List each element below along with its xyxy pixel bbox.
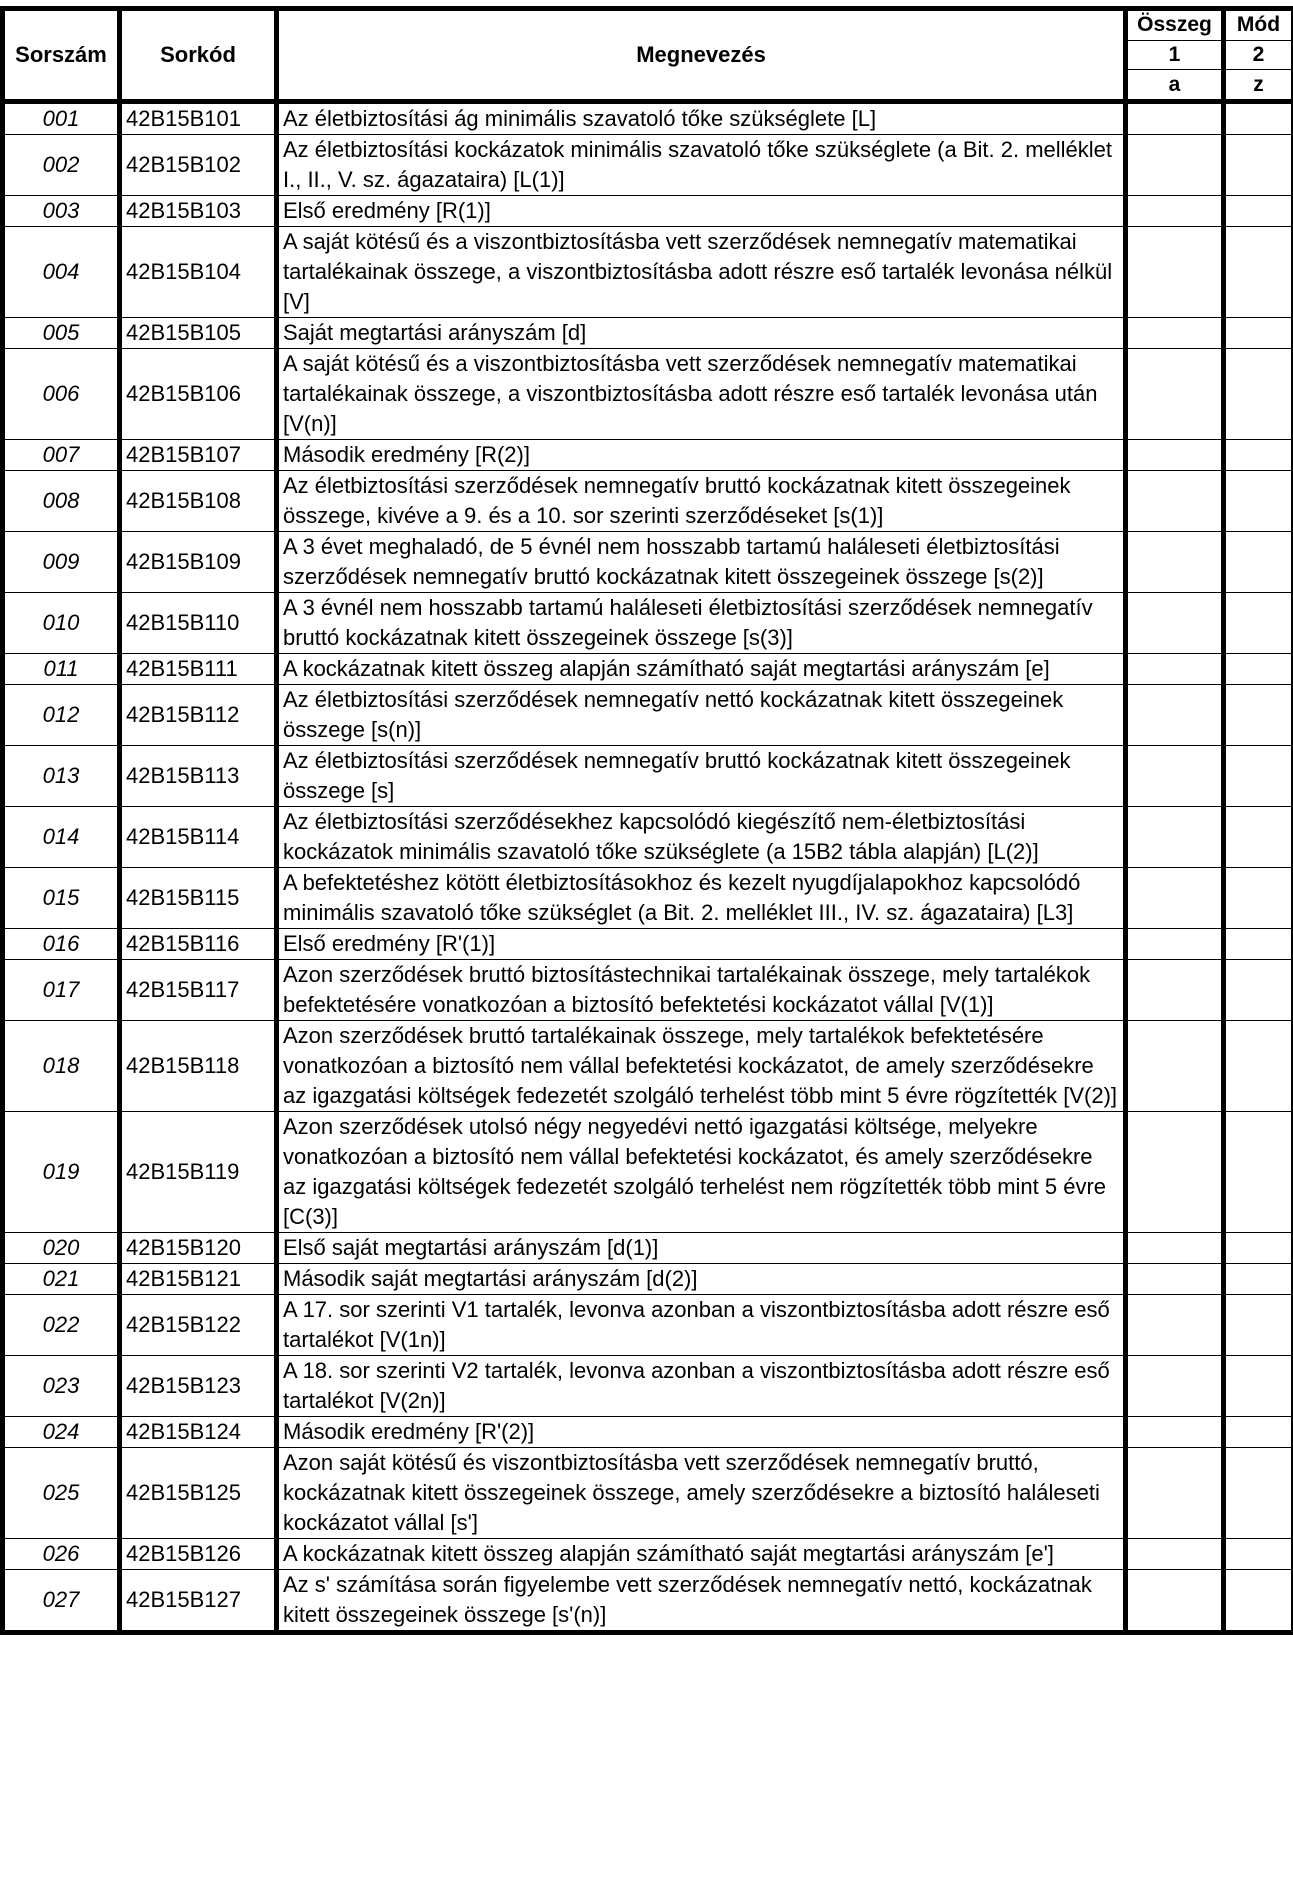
row-number: 027 [3,1570,120,1633]
row-code: 42B15B109 [120,532,277,593]
mode-cell[interactable] [1224,807,1293,868]
table-row [3,471,1293,532]
amount-cell[interactable] [1126,960,1224,1021]
row-number: 001 [3,102,120,135]
form-table-container [0,6,1291,1635]
row-number: 021 [3,1264,120,1295]
row-code: 42B15B104 [120,227,277,318]
row-code: 42B15B125 [120,1448,277,1539]
row-number: 002 [3,135,120,196]
amount-cell[interactable] [1126,1112,1224,1233]
row-code: 42B15B101 [120,102,277,135]
mode-cell[interactable] [1224,440,1293,471]
table-row [3,1356,1293,1417]
row-code: 42B15B126 [120,1539,277,1570]
row-code: 42B15B113 [120,746,277,807]
row-number: 019 [3,1112,120,1233]
amount-cell[interactable] [1126,746,1224,807]
row-number: 024 [3,1417,120,1448]
mode-cell[interactable] [1224,1448,1293,1539]
header-sorkod: Sorkód [120,9,277,102]
row-number: 011 [3,654,120,685]
amount-cell[interactable] [1126,440,1224,471]
table-row [3,1112,1293,1233]
amount-cell[interactable] [1126,318,1224,349]
amount-cell[interactable] [1126,349,1224,440]
mode-cell[interactable] [1224,227,1293,318]
mode-cell[interactable] [1224,102,1293,135]
row-description: Első eredmény [R(1)] [277,196,1126,227]
mode-cell[interactable] [1224,654,1293,685]
row-number: 012 [3,685,120,746]
mode-cell[interactable] [1224,1295,1293,1356]
row-code: 42B15B106 [120,349,277,440]
row-description: Második saját megtartási arányszám [d(2)] [277,1264,1126,1295]
row-description: A 17. sor szerinti V1 tartalék, levonva azonban a viszontbiztosításba adott részre eső tartalékot [V(1n)] [277,1295,1126,1356]
row-description: Az életbiztosítási szerződések nemnegatív bruttó kockázatnak kitett összegeinek összege, kivéve a 9. és a 10. sor szerinti szerződéseket [s(1)] [277,471,1126,532]
row-number: 026 [3,1539,120,1570]
amount-cell[interactable] [1126,1417,1224,1448]
row-number: 023 [3,1356,120,1417]
table-row [3,227,1293,318]
mode-cell[interactable] [1224,1356,1293,1417]
amount-cell[interactable] [1126,1356,1224,1417]
row-description: Az életbiztosítási ág minimális szavatoló tőke szükséglete [L] [277,102,1126,135]
row-number: 015 [3,868,120,929]
table-row [3,1264,1293,1295]
table-row [3,593,1293,654]
table-row [3,1570,1293,1633]
row-code: 42B15B110 [120,593,277,654]
row-code: 42B15B120 [120,1233,277,1264]
amount-cell[interactable] [1126,1448,1224,1539]
mode-cell[interactable] [1224,929,1293,960]
capital-requirement-table [0,6,1293,1635]
mode-cell[interactable] [1224,349,1293,440]
row-number: 004 [3,227,120,318]
table-body [3,102,1293,1633]
row-description: Az s' számítása során figyelembe vett szerződések nemnegatív nettó, kockázatnak kitett összegeinek összege [s'(n)] [277,1570,1126,1633]
amount-cell[interactable] [1126,471,1224,532]
row-code: 42B15B111 [120,654,277,685]
table-row [3,1021,1293,1112]
table-row [3,1295,1293,1356]
mode-cell[interactable] [1224,196,1293,227]
mode-cell[interactable] [1224,1417,1293,1448]
row-description: Az életbiztosítási szerződések nemnegatív nettó kockázatnak kitett összegeinek összege [s(n)] [277,685,1126,746]
row-code: 42B15B105 [120,318,277,349]
mode-cell[interactable] [1224,1570,1293,1633]
row-code: 42B15B107 [120,440,277,471]
table-row [3,349,1293,440]
row-number: 006 [3,349,120,440]
row-number: 020 [3,1233,120,1264]
mode-cell[interactable] [1224,1264,1293,1295]
table-row [3,1417,1293,1448]
mode-cell[interactable] [1224,1539,1293,1570]
row-code: 42B15B123 [120,1356,277,1417]
amount-cell[interactable] [1126,1570,1224,1633]
table-row [3,318,1293,349]
table-row [3,654,1293,685]
row-description: Második eredmény [R'(2)] [277,1417,1126,1448]
mode-cell[interactable] [1224,746,1293,807]
table-row [3,868,1293,929]
amount-cell[interactable] [1126,532,1224,593]
table-row [3,929,1293,960]
header-megnevezes: Megnevezés [277,9,1126,102]
row-description: A saját kötésű és a viszontbiztosításba vett szerződések nemnegatív matematikai tartalékainak összege, a viszontbiztosításba adott részre eső tartalék levonása nélkül [V] [277,227,1126,318]
mode-cell[interactable] [1224,532,1293,593]
header-osszeg: Összeg [1126,9,1224,41]
table-row [3,1448,1293,1539]
table-row [3,196,1293,227]
amount-cell[interactable] [1126,102,1224,135]
header-col1-sub: a [1126,70,1224,102]
row-code: 42B15B124 [120,1417,277,1448]
row-number: 018 [3,1021,120,1112]
amount-cell[interactable] [1126,593,1224,654]
mode-cell[interactable] [1224,1233,1293,1264]
row-code: 42B15B121 [120,1264,277,1295]
table-row [3,685,1293,746]
row-number: 014 [3,807,120,868]
header-col2-sub: z [1224,70,1293,102]
mode-cell[interactable] [1224,868,1293,929]
mode-cell[interactable] [1224,593,1293,654]
row-code: 42B15B102 [120,135,277,196]
row-number: 007 [3,440,120,471]
row-code: 42B15B118 [120,1021,277,1112]
amount-cell[interactable] [1126,1021,1224,1112]
row-code: 42B15B122 [120,1295,277,1356]
row-number: 003 [3,196,120,227]
header-sorszam: Sorszám [3,9,120,102]
row-number: 005 [3,318,120,349]
row-code: 42B15B108 [120,471,277,532]
amount-cell[interactable] [1126,227,1224,318]
row-description: A kockázatnak kitett összeg alapján számítható saját megtartási arányszám [e] [277,654,1126,685]
table-row [3,746,1293,807]
table-row [3,960,1293,1021]
row-number: 025 [3,1448,120,1539]
mode-cell[interactable] [1224,960,1293,1021]
mode-cell[interactable] [1224,471,1293,532]
table-row [3,532,1293,593]
amount-cell[interactable] [1126,929,1224,960]
row-description: Az életbiztosítási kockázatok minimális szavatoló tőke szükséglete (a Bit. 2. melléklet I., II., V. sz. ágazataira) [L(1)] [277,135,1126,196]
row-code: 42B15B115 [120,868,277,929]
row-description: A kockázatnak kitett összeg alapján számítható saját megtartási arányszám [e'] [277,1539,1126,1570]
row-code: 42B15B116 [120,929,277,960]
row-code: 42B15B127 [120,1570,277,1633]
row-number: 017 [3,960,120,1021]
row-description: Azon szerződések bruttó tartalékainak összege, mely tartalékok befektetésére vonatkozóan a biztosító nem vállal befektetési kockázatot, de amely szerződésekre az igazgatási költségek fedezetét szolgáló terhelést több mint 5 évre rögzítették [V(2)] [277,1021,1126,1112]
amount-cell[interactable] [1126,807,1224,868]
row-code: 42B15B117 [120,960,277,1021]
amount-cell[interactable] [1126,1233,1224,1264]
mode-cell[interactable] [1224,318,1293,349]
mode-cell[interactable] [1224,1021,1293,1112]
row-number: 010 [3,593,120,654]
row-description: Első eredmény [R'(1)] [277,929,1126,960]
amount-cell[interactable] [1126,196,1224,227]
row-description: A 3 évet meghaladó, de 5 évnél nem hosszabb tartamú haláleseti életbiztosítási szerződések nemnegatív bruttó kockázatnak kitett összegeinek összege [s(2)] [277,532,1126,593]
row-number: 022 [3,1295,120,1356]
row-number: 008 [3,471,120,532]
mode-cell[interactable] [1224,135,1293,196]
header-mod: Mód [1224,9,1293,41]
row-description: Saját megtartási arányszám [d] [277,318,1126,349]
amount-cell[interactable] [1126,1539,1224,1570]
table-row [3,135,1293,196]
row-description: A befektetéshez kötött életbiztosításokhoz és kezelt nyugdíjalapokhoz kapcsolódó minimális szavatoló tőke szükséglet (a Bit. 2. melléklet III., IV. sz. ágazataira) [L3] [277,868,1126,929]
amount-cell[interactable] [1126,654,1224,685]
row-description: Az életbiztosítási szerződésekhez kapcsolódó kiegészítő nem-életbiztosítási kockázatok minimális szavatoló tőke szükséglete (a 15B2 tábla alapján) [L(2)] [277,807,1126,868]
row-description: Az életbiztosítási szerződések nemnegatív bruttó kockázatnak kitett összegeinek összege [s] [277,746,1126,807]
row-code: 42B15B112 [120,685,277,746]
row-description: Második eredmény [R(2)] [277,440,1126,471]
amount-cell[interactable] [1126,868,1224,929]
row-code: 42B15B119 [120,1112,277,1233]
row-number: 016 [3,929,120,960]
mode-cell[interactable] [1224,1112,1293,1233]
table-row [3,1233,1293,1264]
row-number: 013 [3,746,120,807]
amount-cell[interactable] [1126,135,1224,196]
header-col2-number: 2 [1224,40,1293,69]
row-description: Azon szerződések utolsó négy negyedévi nettó igazgatási költsége, melyekre vonatkozóan a biztosító nem vállal befektetési kockázatot, és amely szerződésekre az igazgatási költségek fedezetét szolgáló terhelést nem rögzítették több mint 5 évre [C(3)] [277,1112,1126,1233]
table-row [3,102,1293,135]
header-col1-number: 1 [1126,40,1224,69]
table-row [3,807,1293,868]
amount-cell[interactable] [1126,1264,1224,1295]
row-number: 009 [3,532,120,593]
row-description: A 18. sor szerinti V2 tartalék, levonva azonban a viszontbiztosításba adott részre eső tartalékot [V(2n)] [277,1356,1126,1417]
row-description: Első saját megtartási arányszám [d(1)] [277,1233,1126,1264]
amount-cell[interactable] [1126,1295,1224,1356]
row-description: A 3 évnél nem hosszabb tartamú haláleseti életbiztosítási szerződések nemnegatív bruttó kockázatnak kitett összegeinek összege [s(3)] [277,593,1126,654]
row-code: 42B15B103 [120,196,277,227]
row-description: Azon saját kötésű és viszontbiztosításba vett szerződések nemnegatív bruttó, kockázatnak kitett összegeinek összege, amely szerződésekre a biztosító haláleseti kockázatot vállal [s'] [277,1448,1126,1539]
amount-cell[interactable] [1126,685,1224,746]
row-description: Azon szerződések bruttó biztosítástechnikai tartalékainak összege, mely tartalékok befektetésére vonatkozóan a biztosító befektetési kockázatot vállal [V(1)] [277,960,1126,1021]
table-row [3,1539,1293,1570]
mode-cell[interactable] [1224,685,1293,746]
row-code: 42B15B114 [120,807,277,868]
table-row [3,440,1293,471]
row-description: A saját kötésű és a viszontbiztosításba vett szerződések nemnegatív matematikai tartalékainak összege, a viszontbiztosításba adott részre eső tartalék levonása után [V(n)] [277,349,1126,440]
